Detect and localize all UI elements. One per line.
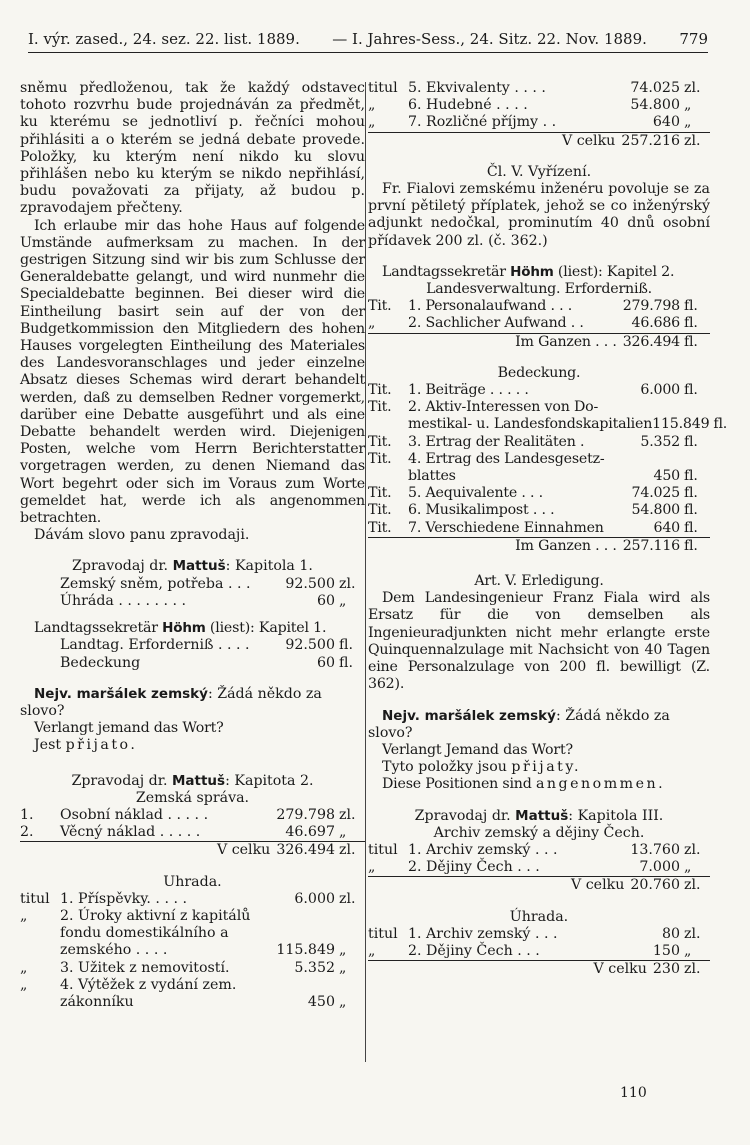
row-unit: fl. bbox=[684, 485, 698, 502]
row-prefix: Tit. bbox=[368, 298, 392, 315]
row-unit: fl. bbox=[713, 416, 728, 433]
row-prefix: titul bbox=[368, 925, 398, 942]
rapporteur-line-2: Zpravodaj dr. Mattuš: Kapitota 2. bbox=[71, 772, 314, 789]
row-amount: 450 bbox=[653, 468, 680, 485]
row-amount: 115.849 bbox=[276, 942, 335, 959]
table-row bbox=[20, 908, 365, 925]
row-amount: 279.798 bbox=[276, 806, 335, 823]
right-column bbox=[368, 80, 728, 978]
table-row bbox=[20, 807, 365, 824]
row-amount: 60 bbox=[316, 654, 335, 671]
table-row bbox=[368, 315, 710, 332]
rapporteur-line-3: Zpravodaj dr. Mattuš: Kapitola III. bbox=[414, 807, 664, 824]
total-label: Im Ganzen . . . bbox=[515, 537, 617, 554]
german-procedure-paragraph: Ich erlaube mir das hohe Haus auf folgende Umstände aufmerksam zu machen. In der gestrigen Sitzung sind wir bis zum Schlusse der Generaldebatte gelangt, und wird nunmehr die Specialdebatte beginnen. Bei dieser wird die Eintheilung basirt sein auf der von der Budgetkommission den Mitgliedern des hohen Hauses vorgelegten Eintheilung des Materiales des Landesvoranschlages und jeder einzelne Absatz dieses Schemas wird derart behandelt werden, daß zu demselben Redner vorgemerkt, darüber eine Debatte ausgeführt und als eine Debatte behandelt werden wird. Diejenigen Posten, welche vom Herrn Berichterstatter vorgetragen werden, zu denen Niemand das Wort begehrt oder sich im Voraus zum Worte gemeldet hat, werde ich als angenommen betrachten. bbox=[20, 217, 365, 527]
table-row bbox=[368, 416, 728, 433]
total-label: V celku bbox=[216, 842, 271, 859]
row-unit: fl. bbox=[684, 502, 698, 519]
table-row bbox=[20, 942, 365, 959]
row-label: 2. Sachlicher Aufwand . . bbox=[408, 315, 584, 332]
total-label: V celku bbox=[570, 877, 625, 894]
row-prefix: Tit. bbox=[368, 382, 392, 399]
row-prefix: „ bbox=[20, 907, 28, 924]
row-prefix: „ bbox=[368, 859, 376, 876]
row-label: 4. Výtěžek z vydání zem. bbox=[60, 976, 237, 993]
row-amount: 640 bbox=[653, 519, 680, 536]
chapter1-german-table bbox=[20, 637, 365, 671]
table-row bbox=[20, 655, 365, 672]
row-amount: 74.025 bbox=[631, 485, 680, 502]
table-row bbox=[368, 434, 710, 451]
table-row bbox=[368, 451, 710, 468]
total-amount: 326.494 bbox=[276, 842, 335, 859]
row-amount: 92.500 bbox=[285, 575, 335, 592]
row-label: fondu domestikálního a bbox=[60, 925, 229, 942]
total-label: V celku bbox=[593, 961, 647, 978]
row-amount: 5.352 bbox=[294, 959, 335, 976]
row-unit: fl. bbox=[684, 519, 698, 536]
row-amount: 46.686 bbox=[631, 315, 680, 332]
header-german: — I. Jahres-Sess., 24. Sitz. 22. Nov. 1889. bbox=[332, 30, 647, 48]
row-label: 4. Ertrag des Landesgesetz- bbox=[408, 450, 605, 467]
row-unit: fl. bbox=[684, 315, 698, 332]
chapter2-german-revenue-table bbox=[368, 382, 728, 537]
total-unit: zl. bbox=[684, 132, 701, 149]
table-row bbox=[368, 926, 710, 943]
row-prefix: Tit. bbox=[368, 450, 392, 467]
chapter3-expenditure-total bbox=[368, 876, 710, 894]
total-label: Im Ganzen . . . bbox=[515, 333, 617, 350]
total-amount: 326.494 bbox=[622, 333, 680, 350]
total-row bbox=[368, 333, 710, 351]
row-amount: 54.800 bbox=[630, 97, 680, 114]
table-row bbox=[368, 97, 710, 114]
floor-to-rapporteur: Dávám slovo panu zpravodaji. bbox=[34, 527, 250, 544]
header-czech: I. výr. zased., 24. sez. 22. list. 1889. bbox=[28, 30, 300, 48]
row-label: Věcný náklad . . . . . bbox=[60, 824, 201, 841]
table-row bbox=[20, 977, 365, 994]
total-unit: zl. bbox=[339, 842, 356, 859]
row-unit: zl. bbox=[684, 925, 701, 942]
row-unit: zl. bbox=[684, 841, 701, 858]
approval-1: Jest přijato. bbox=[34, 737, 138, 754]
row-prefix: Tit. bbox=[368, 519, 392, 536]
row-unit: fl. bbox=[339, 637, 353, 654]
table-row bbox=[20, 891, 365, 908]
table-row bbox=[20, 593, 365, 610]
czech-procedure-paragraph: sněmu předloženou, tak že každý odstavec tohoto rozvrhu bude projednáván za předmět, ku kterému se jednotliví p. řečníci mohou přihlásiti a o kterém se jedná debate provede. Položky, ku kterým není nikdo ku slovu přihlášen nebo ku kterým se nikdo nepřihlásí, budu považovati za přijaty, až budou p. zpravodajem přečteny. bbox=[20, 80, 365, 217]
row-amount: 279.798 bbox=[622, 298, 680, 315]
row-prefix: titul bbox=[368, 841, 398, 858]
total-amount: 257.216 bbox=[621, 132, 680, 149]
row-prefix: „ bbox=[368, 114, 376, 131]
row-label: 2. Aktiv-Interessen von Do- bbox=[408, 399, 599, 416]
row-label: blattes bbox=[408, 468, 456, 485]
row-label: Bedeckung bbox=[60, 654, 141, 671]
chapter2-expenditure-table bbox=[20, 807, 365, 841]
row-prefix: Tit. bbox=[368, 502, 392, 519]
row-label: 3. Užitek z nemovitostí. bbox=[60, 959, 230, 976]
revenue-heading-right: Úhrada. bbox=[509, 908, 569, 925]
table-row bbox=[368, 80, 710, 97]
total-row bbox=[368, 537, 710, 555]
row-prefix: Tit. bbox=[368, 399, 392, 416]
row-prefix: titul bbox=[20, 890, 50, 907]
row-amount: 6.000 bbox=[640, 382, 680, 399]
total-unit: zl. bbox=[684, 877, 701, 894]
row-unit: „ bbox=[684, 942, 692, 959]
row-prefix: titul bbox=[368, 80, 398, 96]
row-label: Úhráda . . . . . . . . bbox=[60, 592, 187, 609]
total-unit: fl. bbox=[684, 537, 698, 554]
row-unit: zl. bbox=[339, 575, 356, 592]
table-row bbox=[20, 637, 365, 654]
table-row bbox=[20, 925, 365, 942]
row-prefix: 1. bbox=[20, 806, 34, 823]
table-row bbox=[368, 114, 710, 131]
row-label: mestikal- u. Landesfondskapitalien bbox=[408, 416, 653, 433]
row-amount: 115.849 bbox=[652, 416, 710, 433]
row-unit: „ bbox=[684, 114, 692, 131]
total-unit: fl. bbox=[684, 333, 698, 350]
secretary-line-2: Landtagssekretär Höhm (liest): Kapitel 2. bbox=[382, 263, 675, 280]
chapter2-title: Zemská správa. bbox=[135, 789, 250, 806]
total-amount: 257.116 bbox=[622, 537, 680, 554]
chapter2-revenue-table-right bbox=[368, 80, 710, 132]
chapter2-revenue-total bbox=[368, 132, 710, 150]
rapporteur-line-1: Zpravodaj dr. Mattuš: Kapitola 1. bbox=[72, 558, 313, 575]
row-label: 1. Archiv zemský . . . bbox=[408, 841, 558, 858]
chapter1-czech-table bbox=[20, 576, 365, 610]
table-row bbox=[20, 824, 365, 841]
row-label: 1. Příspěvky. . . . . bbox=[60, 890, 188, 907]
chapter2-german-expenditure-table bbox=[368, 298, 710, 332]
total-amount: 20.760 bbox=[630, 877, 680, 894]
row-label: zákonníku bbox=[60, 993, 134, 1010]
row-label: 7. Rozličné příjmy . . bbox=[408, 114, 557, 131]
table-row bbox=[20, 994, 365, 1011]
row-unit: „ bbox=[684, 97, 692, 114]
left-column bbox=[20, 80, 365, 1011]
article5-czech-text: Fr. Fialovi zemskému inženéru povoluje se za první pětiletý příplatek, jehož se co inženýrský adjunkt nedočkal, prominutím 40 dnů osobní přídavek 200 zl. (č. 362.) bbox=[368, 181, 710, 249]
article5-czech-heading: Čl. V. Vyřízení. bbox=[486, 163, 592, 180]
row-label: 1. Archiv zemský . . . bbox=[408, 925, 558, 942]
row-label: 6. Musikalimpost . . . bbox=[408, 502, 555, 519]
row-prefix: „ bbox=[368, 97, 376, 114]
row-amount: 60 bbox=[316, 592, 335, 609]
chapter3-expenditure-table bbox=[368, 842, 710, 876]
table-row bbox=[368, 859, 710, 876]
table-row bbox=[20, 960, 365, 977]
row-unit: „ bbox=[339, 959, 347, 976]
total-row bbox=[368, 132, 710, 150]
row-amount: 5.352 bbox=[640, 433, 680, 450]
row-label: Landtag. Erforderniß . . . . bbox=[60, 637, 250, 654]
row-label: Osobní náklad . . . . . bbox=[60, 806, 209, 823]
row-unit: fl. bbox=[684, 298, 698, 315]
total-label: V celku bbox=[561, 132, 616, 149]
chapter2-german-revenue-total bbox=[368, 537, 710, 555]
row-unit: fl. bbox=[684, 382, 698, 399]
table-row bbox=[368, 943, 710, 960]
row-label: zemského . . . . bbox=[60, 942, 168, 959]
row-unit: zl. bbox=[339, 890, 356, 907]
table-row bbox=[368, 842, 710, 859]
page-number: 779 bbox=[679, 30, 708, 48]
table-row bbox=[368, 502, 710, 519]
row-unit: „ bbox=[684, 859, 692, 876]
row-label: 5. Aequivalente . . . bbox=[408, 485, 543, 502]
chapter2-german-title: Landesverwaltung. Erforderniß. bbox=[426, 281, 652, 298]
row-amount: 6.000 bbox=[294, 890, 335, 907]
row-unit: „ bbox=[339, 592, 347, 609]
row-amount: 640 bbox=[652, 114, 680, 131]
row-amount: 450 bbox=[307, 993, 335, 1010]
total-unit: zl. bbox=[684, 961, 701, 978]
revenue-heading-left: Uhrada. bbox=[163, 873, 222, 890]
row-amount: 7.000 bbox=[639, 859, 680, 876]
row-unit: „ bbox=[339, 993, 347, 1010]
article5-german-heading: Art. V. Erledigung. bbox=[474, 573, 604, 590]
table-row bbox=[368, 399, 710, 416]
row-label: 1. Beiträge . . . . . bbox=[408, 382, 529, 399]
approval-2: Tyto položky jsou přijaty. bbox=[382, 759, 582, 776]
row-amount: 13.760 bbox=[630, 841, 680, 858]
row-amount: 80 bbox=[661, 925, 680, 942]
row-label: 3. Ertrag der Realitäten . bbox=[408, 433, 585, 450]
row-prefix: Tit. bbox=[368, 433, 392, 450]
row-amount: 46.697 bbox=[285, 824, 335, 841]
row-prefix: Tit. bbox=[368, 485, 392, 502]
table-row bbox=[368, 382, 710, 399]
chapter2-expenditure-total bbox=[20, 841, 365, 859]
row-label: 1. Personalaufwand . . . bbox=[408, 298, 573, 315]
row-prefix: „ bbox=[20, 976, 28, 993]
row-label: 2. Úroky aktivní z kapitálů bbox=[60, 907, 251, 924]
row-amount: 74.025 bbox=[630, 80, 680, 96]
row-amount: 150 bbox=[652, 942, 680, 959]
row-label: 7. Verschiedene Einnahmen bbox=[408, 519, 604, 536]
table-row bbox=[368, 485, 710, 502]
total-row bbox=[368, 876, 710, 894]
chapter3-revenue-table bbox=[368, 926, 710, 960]
row-label: Zemský sněm, potřeba . . . bbox=[60, 575, 251, 592]
signature-number: 110 bbox=[620, 1085, 647, 1101]
row-unit: „ bbox=[339, 824, 347, 841]
table-row bbox=[368, 468, 710, 485]
row-label: 5. Ekvivalenty . . . . bbox=[408, 80, 546, 96]
bedeckung-heading: Bedeckung. bbox=[497, 364, 581, 381]
chapter3-revenue-total bbox=[368, 960, 710, 978]
row-prefix: „ bbox=[368, 942, 376, 959]
total-amount: 230 bbox=[652, 961, 680, 978]
row-unit: fl. bbox=[684, 468, 698, 485]
chapter3-title: Archiv zemský a dějiny Čech. bbox=[433, 824, 645, 841]
total-row bbox=[368, 960, 710, 978]
row-unit: fl. bbox=[684, 433, 698, 450]
row-unit: fl. bbox=[339, 654, 353, 671]
row-label: 6. Hudebné . . . . bbox=[408, 97, 528, 114]
marshal-question-1-german: Verlangt jemand das Wort? bbox=[34, 720, 224, 737]
page-header bbox=[28, 30, 708, 53]
table-row bbox=[368, 520, 710, 537]
table-row bbox=[20, 576, 365, 593]
row-amount: 92.500 bbox=[285, 637, 335, 654]
row-amount: 54.800 bbox=[631, 502, 680, 519]
row-unit: zl. bbox=[684, 80, 701, 96]
marshal-question-2-german: Verlangt Jemand das Wort? bbox=[382, 741, 573, 758]
row-prefix: „ bbox=[20, 959, 28, 976]
article5-german-text: Dem Landesingenieur Franz Fiala wird als Ersatz für die von demselben als Ingenieuradjunkten nicht mehr erlangte erste Quinquennalzulage mit Nachsicht von 40 Tagen eine Personalzulage von 200 fl. bewilligt (Z. 362). bbox=[368, 590, 710, 693]
row-label: 2. Dějiny Čech . . . bbox=[408, 942, 540, 959]
total-row bbox=[20, 841, 365, 859]
row-unit: „ bbox=[339, 942, 347, 959]
chapter2-german-expenditure-total bbox=[368, 333, 710, 351]
row-prefix: „ bbox=[368, 315, 376, 332]
marshal-question-1: Nejv. maršálek zemský: Žádá někdo za slovo? bbox=[20, 685, 322, 719]
row-prefix: 2. bbox=[20, 824, 34, 841]
chapter2-revenue-table-left bbox=[20, 891, 365, 1011]
column-divider bbox=[365, 82, 366, 1062]
table-row bbox=[368, 298, 710, 315]
secretary-line-1: Landtagssekretär Höhm (liest): Kapitel 1. bbox=[34, 620, 327, 637]
row-unit: zl. bbox=[339, 806, 356, 823]
marshal-question-2: Nejv. maršálek zemský: Žádá někdo za slovo? bbox=[368, 707, 670, 741]
row-label: 2. Dějiny Čech . . . bbox=[408, 859, 540, 876]
approval-2-german: Diese Positionen sind angenommen. bbox=[382, 776, 666, 793]
